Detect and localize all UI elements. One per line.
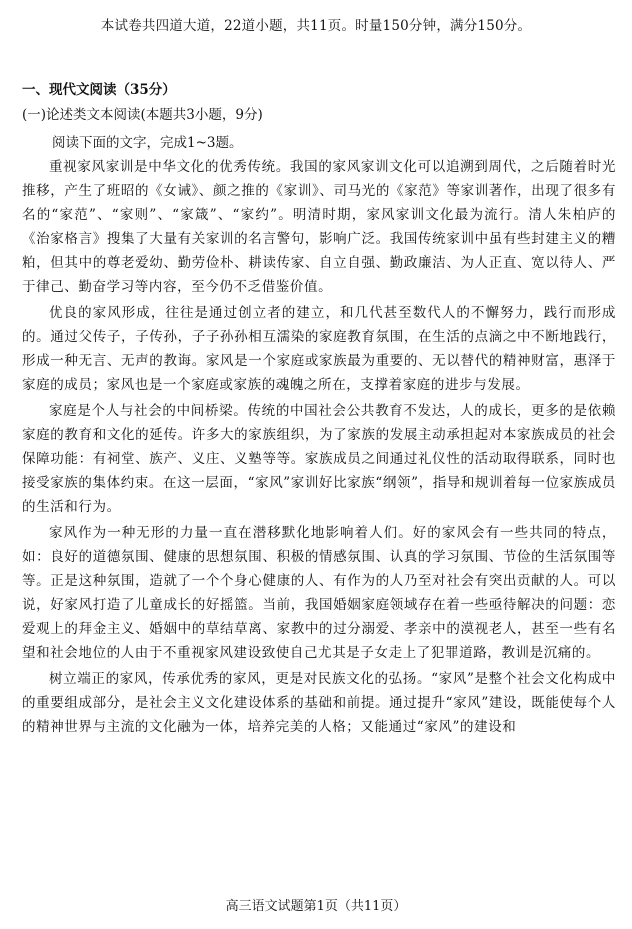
- passage-paragraph: 家庭是个人与社会的中间桥梁。传统的中国社会公共教育不发达，人的成长，更多的是依赖家庭的教育和文化的延传。许多大的家族组织，为了家族的发展主动承担起对本家族成员的社会保障功能：有祠堂、族产、义庄、义塾等等。家族成员之间通过礼仪性的活动取得联系，同时也接受家族的集体约束。在这一层面，“家风”家训好比家族“纲领”，指导和规训着每一位家族成员的生活和行为。: [22, 403, 617, 515]
- page-footer: 高三语文试题第1页（共11页）: [225, 899, 407, 914]
- reading-instruction: 阅读下面的文字，完成1~3题。: [52, 135, 243, 151]
- exam-notice: 本试卷共四道大道，22道小题，共11页。时量150分钟，满分150分。: [100, 18, 532, 34]
- passage-paragraph: 优良的家风形成，往往是通过创立者的建立，和几代甚至数代人的不懈努力，践行而形成的。通过父传子，子传孙，子子孙孙相互濡染的家庭教育氛围，在生活的点滴之中不断地践行，形成一种无言、无声的教诲。家风是一个家庭或家族最为重要的、无以替代的精神财富，惠泽于家庭的成员；家风也是一个家庭或家族的魂魄之所在，支撑着家庭的进步与发展。: [22, 305, 616, 393]
- passage-paragraph: 树立端正的家风，传承优秀的家风，更是对民族文化的弘扬。“家风”是整个社会文化构成中的重要组成部分，是社会主义文化建设体系的基础和前提。通过提升“家风”建设，既能使每个人的精神世界与主流的文化融为一体，培养完美的人格；又能通过“家风”的建设和: [22, 671, 616, 735]
- subsection-title: (一)论述类文本阅读(本题共3小题，9分): [22, 107, 263, 123]
- reading-passage: [22, 155, 616, 741]
- passage-paragraph: 重视家风家训是中华文化的优秀传统。我国的家风家训文化可以追溯到周代，之后随着时光推移，产生了班昭的《女诫》、颜之推的《家训》、司马光的《家范》等家训著作，出现了很多有名的“家范”、“家则”、“家箴”、“家约”。明清时期，家风家训文化最为流行。清人朱柏庐的《治家格言》搜集了大量有关家训的名言警句，影响广泛。我国传统家训中虽有些封建主义的糟粕，但其中的尊老爱幼、勤劳俭朴、耕读传家、自立自强、勤政廉洁、为人正直、宽以待人、严于律己、勤奋学习等内容，至今仍不乏借鉴价值。: [22, 159, 616, 295]
- section-title: 一、现代文阅读（35分）: [22, 82, 176, 98]
- passage-paragraph: 家风作为一种无形的力量一直在潜移默化地影响着人们。好的家风会有一些共同的特点，如：良好的道德氛围、健康的思想氛围、积极的情感氛围、认真的学习氛围、节俭的生活氛围等等。正是这种氛围，造就了一个个身心健康的人、有作为的人乃至对社会有突出贡献的人。可以说，好家风打造了儿童成长的好摇篮。当前，我国婚姻家庭领域存在着一些亟待解决的问题：恋爱观上的拜金主义、婚姻中的草结草离、家教中的过分溺爱、孝亲中的漠视老人，甚至一些有名望和社会地位的人由于不重视家风建设致使自己尤其是子女走上了犯罪道路，教训是沉痛的。: [22, 525, 616, 661]
